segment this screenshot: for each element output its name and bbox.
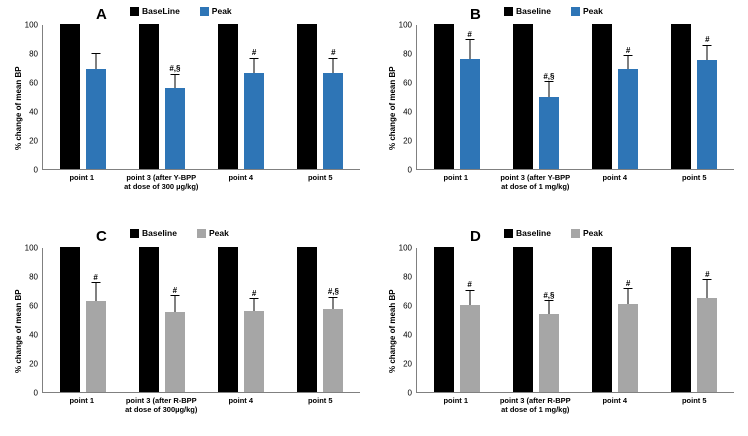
panel-letter-a: A [96, 6, 107, 23]
x-tick-label: point 3 (after R-BPP at dose of 1 mg/kg) [499, 396, 571, 414]
y-tick-40: 40 [29, 107, 38, 117]
x-tick-label: point 4 [602, 173, 628, 182]
bar-group [202, 25, 281, 169]
bar-baseline[interactable] [671, 247, 691, 392]
y-tick-80: 80 [403, 49, 412, 59]
panel-letter-d: D [470, 228, 481, 245]
significance-annotation: #,§ [543, 290, 555, 300]
x-tick-label: point 5 [307, 173, 333, 182]
x-tick-label: point 3 (after Y-BPP at dose of 1 mg/kg) [500, 173, 571, 191]
significance-annotation: # [467, 280, 472, 289]
legend-swatch-baseline-icon [130, 229, 139, 238]
bar-groups-c [43, 248, 360, 392]
legend-swatch-baseline-icon [504, 229, 513, 238]
bar-peak[interactable] [244, 288, 264, 392]
bar-peak[interactable] [323, 287, 343, 392]
bar-baseline[interactable] [592, 24, 612, 169]
y-tick-60: 60 [403, 78, 412, 88]
legend-a [130, 6, 232, 16]
bar-baseline[interactable] [513, 24, 533, 169]
bar-group [576, 248, 655, 392]
x-tick-label: point 1 [69, 173, 95, 182]
significance-annotation: # [625, 46, 631, 55]
legend-label-peak: Peak [208, 228, 229, 238]
y-tick-20: 20 [403, 359, 412, 369]
y-tick-20: 20 [403, 136, 412, 146]
bar-baseline[interactable] [218, 247, 238, 392]
bar-baseline[interactable] [60, 24, 80, 169]
y-tick-100: 100 [24, 243, 38, 253]
bar-peak[interactable] [86, 272, 106, 392]
significance-annotation: # [251, 48, 257, 58]
y-tick-80: 80 [29, 272, 38, 282]
bar-group [43, 25, 122, 169]
legend-label-peak: Peak [582, 228, 603, 238]
y-axis-label-c: % change of mean BP [14, 289, 23, 373]
y-tick-100: 100 [24, 20, 38, 30]
bar-baseline[interactable] [513, 247, 533, 392]
legend-c [130, 228, 229, 238]
chart-panel-d [374, 218, 748, 436]
y-tick-0: 0 [407, 388, 412, 398]
bar-peak[interactable] [244, 48, 264, 169]
plot-area-d [416, 248, 734, 393]
bar-group [281, 248, 360, 392]
y-axis-label-d: % change of meah BP [388, 289, 397, 373]
y-tick-40: 40 [403, 107, 412, 117]
y-tick-40: 40 [403, 330, 412, 340]
bar-baseline[interactable] [218, 24, 238, 169]
legend-item-peak [200, 6, 232, 16]
legend-swatch-peak-icon [200, 7, 209, 16]
bar-baseline[interactable] [592, 247, 612, 392]
bar-group [496, 25, 575, 169]
bar-baseline[interactable] [139, 247, 159, 392]
legend-swatch-baseline-icon [130, 7, 139, 16]
bar-peak[interactable] [539, 71, 559, 170]
bar-peak[interactable] [165, 286, 185, 392]
bar-peak[interactable] [539, 290, 559, 392]
bar-group [202, 248, 281, 392]
legend-label-baseline: Baseline [516, 228, 551, 238]
bar-peak[interactable] [86, 69, 106, 169]
significance-annotation: # [467, 29, 472, 39]
legend-b [504, 6, 603, 16]
bar-peak[interactable] [460, 29, 480, 169]
y-tick-80: 80 [29, 49, 38, 59]
y-tick-0: 0 [407, 165, 412, 175]
x-axis-labels-a [42, 174, 360, 191]
y-tick-20: 20 [29, 136, 38, 146]
y-axis-label-a: % change of mean BP [14, 66, 23, 150]
bar-group [576, 25, 655, 169]
bar-baseline[interactable] [434, 24, 454, 169]
x-tick-label: point 4 [228, 173, 254, 182]
bar-baseline[interactable] [139, 24, 159, 169]
x-axis-labels-d [416, 397, 734, 414]
legend-label-baseline: BaseLine [142, 6, 180, 16]
significance-annotation: # [625, 278, 631, 288]
bar-group [496, 248, 575, 392]
chart-panel-a [0, 0, 374, 218]
bar-baseline[interactable] [671, 24, 691, 169]
y-tick-0: 0 [33, 165, 38, 175]
y-tick-0: 0 [33, 388, 38, 398]
bar-group [417, 25, 496, 169]
legend-item-baseline [504, 6, 551, 16]
bar-peak[interactable] [618, 46, 638, 169]
x-tick-label: point 5 [307, 396, 333, 405]
legend-swatch-baseline-icon [504, 7, 513, 16]
y-tick-40: 40 [29, 330, 38, 340]
significance-annotation: #,§ [327, 287, 339, 297]
legend-item-peak [197, 228, 229, 238]
legend-label-baseline: Baseline [142, 228, 177, 238]
bar-peak[interactable] [697, 269, 717, 392]
x-tick-label: point 5 [681, 396, 707, 405]
chart-panel-b [374, 0, 748, 218]
legend-label-peak: Peak [211, 6, 232, 16]
bar-group [417, 248, 496, 392]
significance-annotation: # [172, 286, 178, 296]
panel-letter-b: B [470, 6, 481, 23]
plot-area-a [42, 25, 360, 170]
bar-peak[interactable] [697, 35, 717, 169]
bar-group [43, 248, 122, 392]
x-tick-label: point 1 [443, 173, 469, 182]
bar-baseline[interactable] [297, 247, 317, 392]
y-tick-100: 100 [398, 20, 412, 30]
y-tick-20: 20 [29, 359, 38, 369]
bar-group [122, 25, 201, 169]
bar-group [655, 248, 734, 392]
x-tick-label: point 4 [602, 396, 628, 405]
x-axis-labels-b [416, 174, 734, 191]
y-tick-100: 100 [398, 243, 412, 253]
bar-groups-a [43, 25, 360, 169]
x-tick-label: point 3 (after R-BPP at dose of 300µg/kg) [125, 396, 198, 414]
x-tick-label: point 1 [443, 396, 469, 405]
panel-letter-c: C [96, 228, 107, 245]
legend-item-baseline [504, 228, 551, 238]
legend-d [504, 228, 603, 238]
legend-swatch-peak-icon [197, 229, 206, 238]
bar-peak[interactable] [460, 280, 480, 392]
x-tick-label: point 1 [69, 396, 95, 405]
bar-baseline[interactable] [434, 247, 454, 392]
bar-groups-d [417, 248, 734, 392]
significance-annotation: #,§ [169, 63, 181, 73]
legend-swatch-peak-icon [571, 229, 580, 238]
plot-area-b [416, 25, 734, 170]
plot-area-c [42, 248, 360, 393]
significance-annotation: # [251, 288, 257, 298]
bar-peak[interactable] [618, 278, 638, 393]
significance-annotation: # [331, 48, 336, 58]
legend-swatch-peak-icon [571, 7, 580, 16]
significance-annotation: # [93, 272, 98, 282]
bar-peak[interactable] [323, 48, 343, 169]
bar-baseline[interactable] [60, 247, 80, 392]
y-tick-60: 60 [29, 78, 38, 88]
bar-group [655, 25, 734, 169]
significance-annotation: #,§ [543, 71, 555, 81]
legend-item-peak [571, 228, 603, 238]
bar-groups-b [417, 25, 734, 169]
significance-annotation: # [705, 35, 710, 45]
x-tick-label: point 3 (after Y-BPP at dose of 300 µg/kg) [124, 173, 199, 191]
bar-baseline[interactable] [297, 24, 317, 169]
legend-label-peak: Peak [582, 6, 603, 16]
y-axis-label-b: % change of mean BP [388, 66, 397, 150]
bar-group [122, 248, 201, 392]
chart-panel-c [0, 218, 374, 436]
legend-label-baseline: Baseline [516, 6, 551, 16]
legend-item-baseline [130, 6, 180, 16]
x-tick-label: point 5 [681, 173, 707, 182]
legend-item-peak [571, 6, 603, 16]
bar-peak[interactable] [165, 63, 185, 169]
y-tick-60: 60 [403, 301, 412, 311]
y-tick-60: 60 [29, 301, 38, 311]
y-tick-80: 80 [403, 272, 412, 282]
significance-annotation: # [705, 269, 710, 279]
x-axis-labels-c [42, 397, 360, 414]
bar-group [281, 25, 360, 169]
legend-item-baseline [130, 228, 177, 238]
x-tick-label: point 4 [228, 396, 254, 405]
